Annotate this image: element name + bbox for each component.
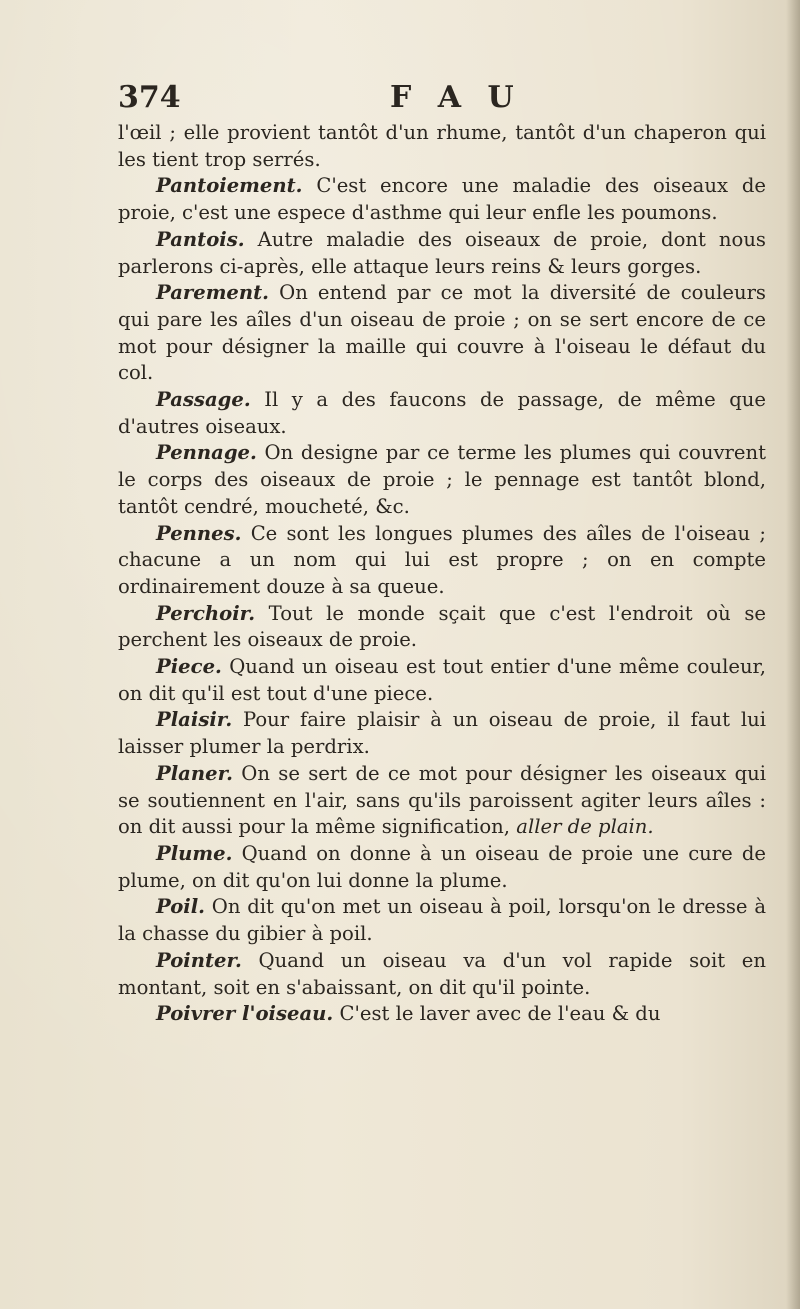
glossary-entry [118, 387, 766, 440]
glossary-entry [118, 761, 766, 841]
running-head: F A U [390, 80, 522, 115]
entry-text: C'est encore une maladie des oiseaux de proie, c'est une espece d'asthme qui leur enfle les poumons. [118, 174, 766, 225]
glossary-entry [118, 894, 766, 947]
glossary-entry [118, 948, 766, 1001]
entry-term: Pointer. [156, 948, 242, 972]
entry-term: Pennes. [156, 521, 242, 545]
entry-text: On se sert de ce mot pour désigner les oiseaux qui se soutiennent en l'air, sans qu'ils paroissent agiter leurs aîles : on dit aussi pour la même signification, [118, 761, 766, 839]
glossary-entry [118, 841, 766, 894]
glossary-entry [118, 1001, 766, 1028]
entry-term: Perchoir. [156, 601, 256, 625]
glossary-entry [118, 120, 766, 173]
glossary-entry [118, 707, 766, 760]
glossary-text [118, 120, 766, 1028]
glossary-entry [118, 601, 766, 654]
entry-text: Autre maladie des oiseaux de proie, dont nous parlerons ci-après, elle attaque leurs reins & leurs gorges. [118, 227, 766, 278]
glossary-entry [118, 227, 766, 280]
glossary-entry [118, 173, 766, 226]
entry-text: On designe par ce terme les plumes qui couvrent le corps des oiseaux de proie ; le pennage est tantôt blond, tantôt cendré, moucheté, &c. [118, 441, 766, 518]
entry-term: Passage. [156, 388, 251, 412]
glossary-entry [118, 521, 766, 601]
glossary-entry [118, 280, 766, 387]
glossary-entry [118, 654, 766, 707]
entry-term: Piece. [156, 655, 222, 679]
glossary-entry [118, 440, 766, 520]
page-header [118, 80, 778, 120]
entry-text: l'œil ; elle provient tantôt d'un rhume, tantôt d'un chaperon qui les tient trop serrés. [118, 121, 766, 171]
entry-text: Quand on donne à un oiseau de proie une cure de plume, on dit qu'on lui donne la plume. [118, 841, 766, 892]
entry-term: Plume. [156, 841, 233, 865]
page-number: 374 [118, 80, 181, 115]
page-edge-shadow [786, 0, 800, 1309]
entry-term: Pantoiement. [156, 174, 303, 198]
entry-term: Parement. [156, 281, 270, 305]
entry-text: Pour faire plaisir à un oiseau de proie, il faut lui laisser plumer la perdrix. [118, 708, 766, 759]
entry-text: On dit qu'on met un oiseau à poil, lorsqu'on le dresse à la chasse du gibier à poil. [118, 895, 766, 946]
entry-text: C'est le laver avec de l'eau & du [333, 1002, 661, 1026]
entry-text: On entend par ce mot la diversité de couleurs qui pare les aîles d'un oiseau de proie ; on se sert encore de ce mot pour désigner la maille qui couvre à l'oiseau le défaut du col. [118, 281, 766, 385]
entry-italic-phrase: aller de plain. [516, 815, 654, 839]
entry-term: Planer. [156, 761, 233, 785]
entry-term: Pantois. [156, 227, 245, 251]
entry-term: Poivrer l'oiseau. [156, 1002, 334, 1026]
entry-term: Poil. [156, 895, 205, 919]
entry-text: Quand un oiseau est tout entier d'une même couleur, on dit qu'il est tout d'une piece. [118, 655, 766, 705]
entry-text: Tout le monde sçait que c'est l'endroit où se perchent les oiseaux de proie. [118, 601, 766, 652]
entry-text: Il y a des faucons de passage, de même que d'autres oiseaux. [118, 388, 766, 438]
entry-text: Quand un oiseau va d'un vol rapide soit en montant, soit en s'abaissant, on dit qu'il pointe. [118, 948, 766, 999]
entry-term: Pennage. [156, 441, 257, 465]
entry-text: Ce sont les longues plumes des aîles de l'oiseau ; chacune a un nom qui lui est propre ; on en compte ordinairement douze à sa queue. [118, 521, 766, 598]
entry-term: Plaisir. [156, 708, 233, 732]
